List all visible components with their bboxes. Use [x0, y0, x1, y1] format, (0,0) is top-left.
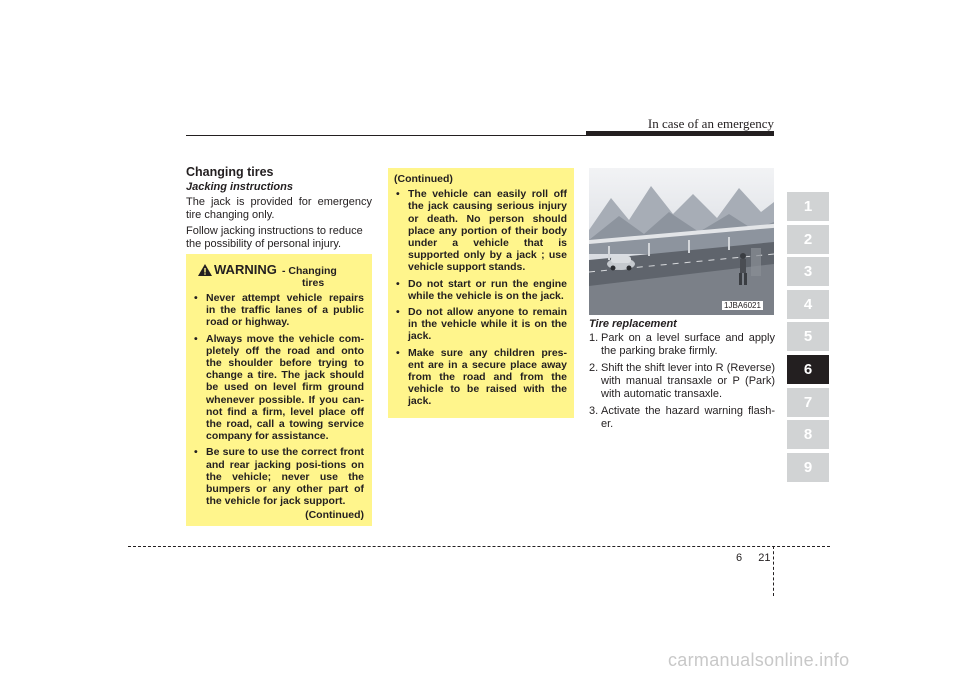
warning-2-item: • Make sure any children pres-ent are in a secure place away from the road and from the vehicle to be raised with the jack. — [394, 347, 567, 408]
step-number: 1. — [589, 332, 599, 344]
warning-1-item: • Never attempt vehicle repairs in the traffic lanes of a public road or highway. — [192, 292, 364, 329]
chapter-tab-1[interactable]: 1 — [787, 192, 829, 221]
right-column-text — [589, 318, 775, 435]
step-item — [589, 332, 775, 358]
step-item — [589, 362, 775, 401]
watermark: carmanualsonline.info — [668, 650, 850, 670]
warning-1-item: • Always move the vehicle com-pletely off the road and onto the shoulder before trying to change a tire. The jack should be used on level firm ground whenever possible. If you can-not find a firm, level place off the road, call a towing service company for assistance. — [192, 333, 364, 443]
page-number — [736, 552, 771, 564]
continued-label: (Continued) — [305, 509, 364, 522]
step-number: 2. — [589, 362, 599, 374]
warning-1-list — [186, 288, 372, 522]
warning-topic-line2: tires — [302, 277, 325, 289]
chapter-tab-5[interactable]: 5 — [787, 322, 829, 351]
chapter-tab-6-active[interactable]: 6 — [787, 355, 829, 384]
warning-1-item: • Be sure to use the correct front and rear jacking posi-tions on the vehicle; never use the bumpers or any other part of the vehicle for jack support. — [192, 446, 364, 507]
left-column-text — [186, 181, 372, 251]
paragraph-2: Follow jacking instructions to reduce the possibility of personal injury. — [186, 225, 363, 250]
warning-2-list — [388, 168, 574, 408]
header-bar — [586, 131, 774, 136]
step-text: Shift the shift lever into R (Reverse) with manual transaxle or P (Park) with automatic transaxle. — [601, 362, 775, 400]
running-header: In case of an emergency — [647, 116, 774, 131]
continued-header: (Continued) — [394, 173, 453, 185]
chapter-tab-4[interactable]: 4 — [787, 290, 829, 319]
step-text: Activate the hazard warning flash-er. — [601, 405, 775, 430]
paragraph-1: The jack is provided for emergency tire changing only. — [186, 196, 372, 221]
steps-list — [589, 332, 775, 431]
subtitle-jacking: Jacking instructions — [186, 181, 293, 193]
warning-label: WARNING — [214, 262, 277, 277]
footer-rule — [128, 546, 830, 547]
roadside-scene-image — [589, 168, 774, 315]
roadside-illustration — [589, 168, 774, 315]
chapter-tab-8[interactable]: 8 — [787, 420, 829, 449]
image-caption: 1JBA6021 — [724, 301, 761, 310]
chapter-tabs — [787, 192, 829, 485]
warning-2-item: • Do not start or run the engine while the vehicle is on the jack. — [394, 278, 567, 302]
warning-triangle-icon — [198, 264, 212, 276]
warning-topic-line1: - Changing — [282, 265, 337, 277]
subtitle-tire-replacement: Tire replacement — [589, 318, 677, 330]
warning-2-item: • Do not allow anyone to remain in the vehicle while it is on the jack. — [394, 306, 567, 343]
step-number: 3. — [589, 405, 599, 417]
warning-2-item: • The vehicle can easily roll off the jack causing serious injury or death. No person should place any portion of their body under a vehicle that is supported only by a jack ; use vehicle support stands. — [394, 188, 567, 273]
chapter-number: 6 — [736, 552, 743, 564]
chapter-tab-3[interactable]: 3 — [787, 257, 829, 286]
section-title: Changing tires — [186, 165, 274, 179]
chapter-tab-7[interactable]: 7 — [787, 388, 829, 417]
chapter-tab-2[interactable]: 2 — [787, 225, 829, 254]
warning-box-2 — [388, 168, 574, 418]
step-text: Park on a level surface and apply the parking brake firmly. — [601, 332, 775, 357]
warning-heading — [186, 254, 372, 288]
chapter-tab-9[interactable]: 9 — [787, 453, 829, 482]
warning-box-1 — [186, 254, 372, 526]
step-item — [589, 405, 775, 431]
page-in-chapter: 21 — [758, 552, 771, 564]
footer-divider — [773, 546, 774, 596]
